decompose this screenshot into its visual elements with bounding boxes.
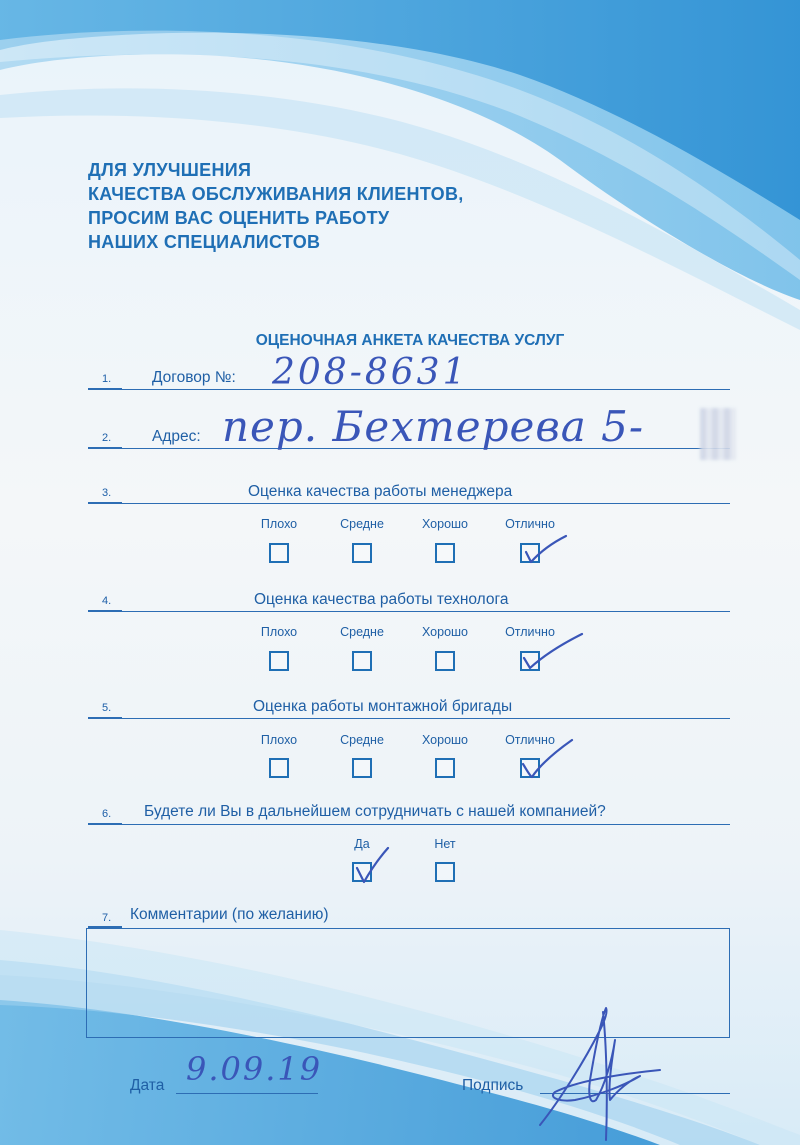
header-block xyxy=(88,158,464,254)
rating-head-good: Хорошо xyxy=(421,733,469,747)
header-line-3: ПРОСИМ ВАС ОЦЕНИТЬ РАБОТУ xyxy=(88,208,390,228)
item-3-number: 3. xyxy=(102,487,112,499)
comments-label: Комментарии (по желанию) xyxy=(130,906,329,923)
answer-head-no: Нет xyxy=(434,837,456,851)
rating-head-average: Средне xyxy=(340,517,384,531)
installers-checkbox-bad[interactable] xyxy=(269,758,289,778)
rating-head-bad: Плохо xyxy=(260,517,298,531)
date-handwritten[interactable]: 9.09.19 xyxy=(186,1050,323,1088)
installers-checkbox-excellent[interactable] xyxy=(520,758,540,778)
manager-checkbox-bad[interactable] xyxy=(269,543,289,563)
installers-checkbox-good[interactable] xyxy=(435,758,455,778)
rating-head-good: Хорошо xyxy=(421,625,469,639)
rating-head-excellent: Отлично xyxy=(505,517,555,531)
header-line-4: НАШИХ СПЕЦИАЛИСТОВ xyxy=(88,232,321,252)
answer-head-yes: Да xyxy=(354,837,370,851)
technologist-checkbox-good[interactable] xyxy=(435,651,455,671)
manager-checkbox-average[interactable] xyxy=(352,543,372,563)
technologist-rating-label: Оценка качества работы технолога xyxy=(254,591,509,608)
contract-label: Договор №: xyxy=(152,369,236,386)
installers-checkbox-average[interactable] xyxy=(352,758,372,778)
manager-rating-label: Оценка качества работы менеджера xyxy=(248,483,513,500)
date-label: Дата xyxy=(130,1077,165,1094)
item-6-number: 6. xyxy=(102,808,112,820)
header-line-1: ДЛЯ УЛУЧШЕНИЯ xyxy=(88,160,252,180)
form-title: ОЦЕНОЧНАЯ АНКЕТА КАЧЕСТВА УСЛУГ xyxy=(255,332,565,349)
cooperate-question-label: Будете ли Вы в дальнейшем сотрудничать с нашей компанией? xyxy=(144,803,606,820)
rating-head-bad: Плохо xyxy=(260,733,298,747)
manager-checkbox-excellent[interactable] xyxy=(520,543,540,563)
item-2-number: 2. xyxy=(102,432,112,444)
rating-head-excellent: Отлично xyxy=(505,733,555,747)
rating-head-good: Хорошо xyxy=(421,517,469,531)
contract-number-handwritten[interactable]: 208-8631 xyxy=(272,352,469,393)
technologist-checkbox-excellent[interactable] xyxy=(520,651,540,671)
rating-head-average: Средне xyxy=(340,625,384,639)
rating-head-excellent: Отлично xyxy=(505,625,555,639)
cooperate-checkbox-no[interactable] xyxy=(435,862,455,882)
item-1-number: 1. xyxy=(102,373,112,385)
redacted-area xyxy=(700,408,736,460)
address-handwritten[interactable]: пер. Бехтерева 5- xyxy=(222,402,645,451)
rating-head-bad: Плохо xyxy=(260,625,298,639)
technologist-checkbox-bad[interactable] xyxy=(269,651,289,671)
item-4-number: 4. xyxy=(102,595,112,607)
rating-head-average: Средне xyxy=(340,733,384,747)
address-label: Адрес: xyxy=(152,428,201,445)
technologist-checkbox-average[interactable] xyxy=(352,651,372,671)
item-5-number: 5. xyxy=(102,702,112,714)
signature-label: Подпись xyxy=(462,1077,524,1094)
manager-checkbox-good[interactable] xyxy=(435,543,455,563)
installers-rating-label: Оценка работы монтажной бригады xyxy=(253,698,513,715)
comments-textarea[interactable] xyxy=(86,928,730,1038)
item-7-number: 7. xyxy=(102,912,112,924)
header-line-2: КАЧЕСТВА ОБСЛУЖИВАНИЯ КЛИЕНТОВ, xyxy=(88,184,464,204)
cooperate-checkbox-yes[interactable] xyxy=(352,862,372,882)
